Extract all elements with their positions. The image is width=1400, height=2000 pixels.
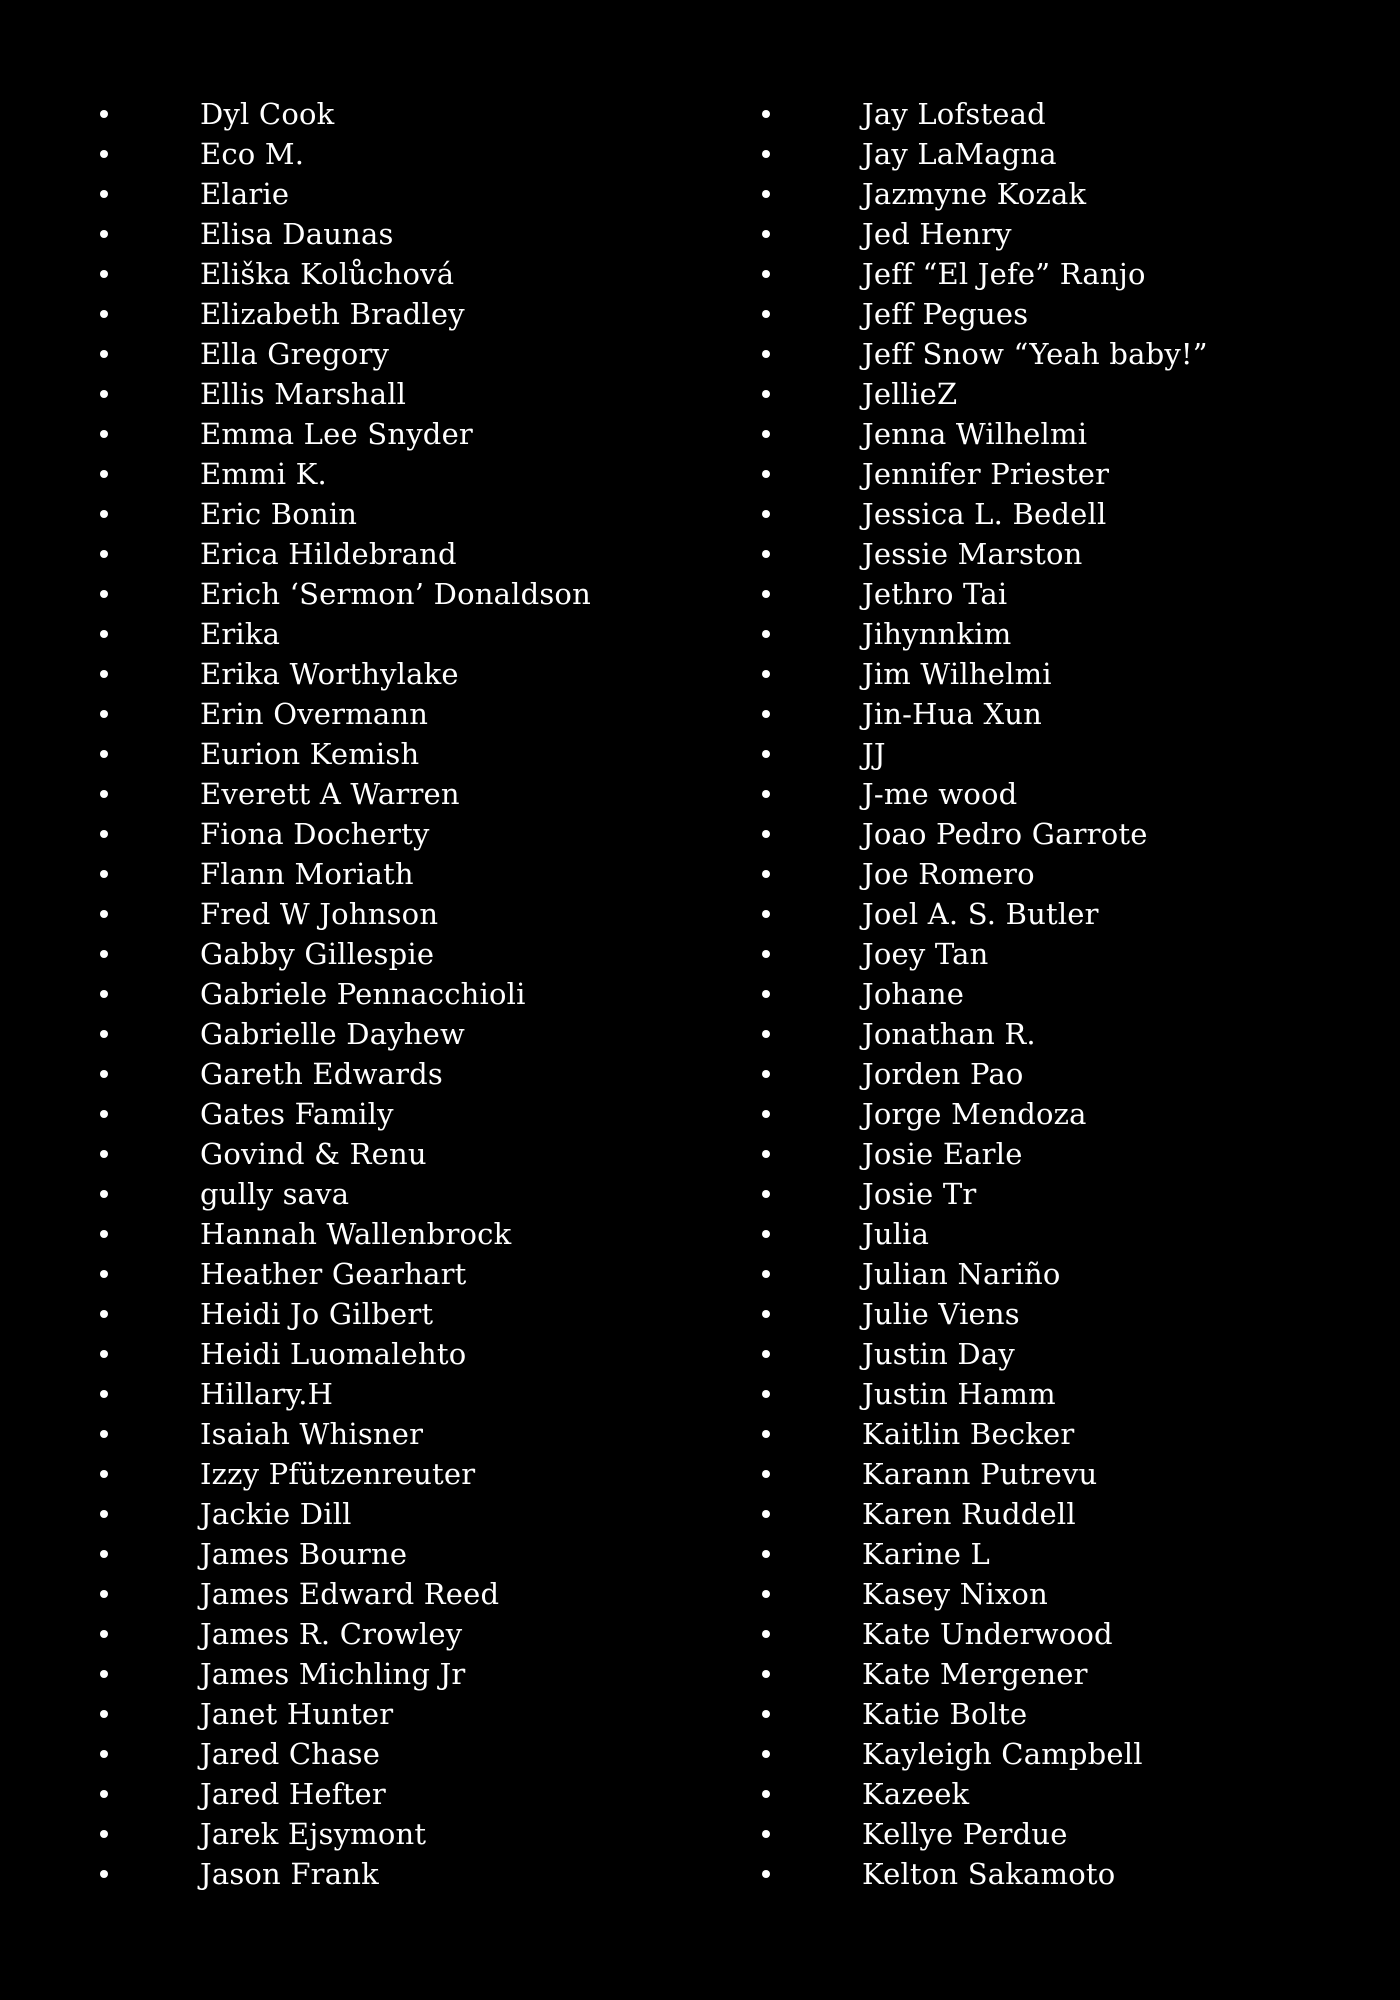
bullet-icon: [760, 1428, 772, 1440]
name-text: Jethro Tai: [862, 577, 1008, 611]
name-text: Jazmyne Kozak: [862, 177, 1087, 211]
bullet-icon: [760, 1388, 772, 1400]
bullet-icon: [760, 908, 772, 920]
name-list-item: [98, 1494, 658, 1534]
bullet-icon: [760, 588, 772, 600]
name-text: Gareth Edwards: [200, 1057, 443, 1091]
bullet-icon: [98, 1108, 110, 1120]
name-text: Eric Bonin: [200, 497, 358, 531]
name-text: Jorge Mendoza: [862, 1097, 1087, 1131]
name-list-item: [760, 294, 1360, 334]
name-list-item: [98, 1534, 658, 1574]
name-text: Karine L: [862, 1537, 991, 1571]
name-text: Kellye Perdue: [862, 1817, 1068, 1851]
name-list-item: [98, 254, 658, 294]
name-list-item: [98, 1774, 658, 1814]
name-list-item: [760, 1014, 1360, 1054]
bullet-icon: [760, 308, 772, 320]
name-list-item: [98, 1734, 658, 1774]
name-list-item: [98, 734, 658, 774]
name-list-item: [760, 1454, 1360, 1494]
name-list-item: [98, 334, 658, 374]
bullet-icon: [98, 1828, 110, 1840]
name-list-item: [98, 574, 658, 614]
name-list-item: [98, 414, 658, 454]
name-list-item: [98, 454, 658, 494]
bullet-icon: [98, 988, 110, 1000]
name-list-item: [98, 1334, 658, 1374]
bullet-icon: [98, 1228, 110, 1240]
bullet-icon: [98, 1468, 110, 1480]
bullet-icon: [760, 1068, 772, 1080]
name-list-item: [760, 534, 1360, 574]
name-text: Erin Overmann: [200, 697, 429, 731]
bullet-icon: [98, 1428, 110, 1440]
bullet-icon: [760, 1628, 772, 1640]
bullet-icon: [98, 948, 110, 960]
name-list-item: [760, 1174, 1360, 1214]
bullet-icon: [98, 1788, 110, 1800]
bullet-icon: [98, 1388, 110, 1400]
name-text: Ellis Marshall: [200, 377, 407, 411]
name-text: Jenna Wilhelmi: [862, 417, 1088, 451]
name-text: Kaitlin Becker: [862, 1417, 1075, 1451]
bullet-icon: [760, 228, 772, 240]
name-list-item: [760, 614, 1360, 654]
name-list-item: [760, 494, 1360, 534]
name-list-item: [98, 1614, 658, 1654]
name-list-item: [98, 1214, 658, 1254]
name-text: Joey Tan: [862, 937, 989, 971]
name-list-item: [760, 1774, 1360, 1814]
bullet-icon: [98, 828, 110, 840]
name-text: Jeff “El Jefe” Ranjo: [862, 257, 1146, 291]
name-text: Josie Earle: [862, 1137, 1023, 1171]
bullet-icon: [98, 1748, 110, 1760]
name-text: Joel A. S. Butler: [862, 897, 1099, 931]
name-list-item: [760, 1054, 1360, 1094]
name-text: Govind & Renu: [200, 1137, 427, 1171]
name-text: Eliška Kolůchová: [200, 257, 455, 291]
bullet-icon: [760, 1028, 772, 1040]
name-text: Fiona Docherty: [200, 817, 430, 851]
bullet-icon: [760, 148, 772, 160]
name-text: Eurion Kemish: [200, 737, 420, 771]
name-text: Dyl Cook: [200, 97, 335, 131]
name-list-item: [760, 1694, 1360, 1734]
name-list-item: [760, 334, 1360, 374]
name-list-item: [760, 94, 1360, 134]
name-list-item: [760, 1534, 1360, 1574]
name-list-item: [760, 574, 1360, 614]
bullet-icon: [98, 1588, 110, 1600]
bullet-icon: [760, 508, 772, 520]
bullet-icon: [98, 708, 110, 720]
bullet-icon: [98, 228, 110, 240]
bullet-icon: [760, 1868, 772, 1880]
names-column-left: [98, 94, 658, 1894]
name-list-item: [760, 174, 1360, 214]
name-list-item: [98, 854, 658, 894]
name-list-item: [760, 1374, 1360, 1414]
bullet-icon: [98, 1068, 110, 1080]
name-list-item: [760, 894, 1360, 934]
name-list-item: [760, 1334, 1360, 1374]
name-list-item: [760, 414, 1360, 454]
name-text: Erika Worthylake: [200, 657, 459, 691]
name-list-item: [760, 1574, 1360, 1614]
name-list-item: [98, 1174, 658, 1214]
name-text: Fred W Johnson: [200, 897, 439, 931]
name-list-item: [760, 694, 1360, 734]
name-text: Eco M.: [200, 137, 305, 171]
name-text: Kelton Sakamoto: [862, 1857, 1116, 1891]
name-text: Kayleigh Campbell: [862, 1737, 1143, 1771]
bullet-icon: [760, 868, 772, 880]
bullet-icon: [98, 1508, 110, 1520]
name-text: Kasey Nixon: [862, 1577, 1048, 1611]
name-list-item: [98, 1854, 658, 1894]
bullet-icon: [98, 1268, 110, 1280]
name-text: James Bourne: [200, 1537, 408, 1571]
bullet-icon: [98, 1628, 110, 1640]
bullet-icon: [760, 748, 772, 760]
name-list-item: [98, 814, 658, 854]
name-text: Jed Henry: [862, 217, 1012, 251]
name-text: Emma Lee Snyder: [200, 417, 473, 451]
name-text: Erich ‘Sermon’ Donaldson: [200, 577, 591, 611]
bullet-icon: [760, 1108, 772, 1120]
bullet-icon: [760, 1348, 772, 1360]
bullet-icon: [98, 348, 110, 360]
name-list-item: [98, 374, 658, 414]
name-text: Jeff Snow “Yeah baby!”: [862, 337, 1208, 371]
name-text: Jihynnkim: [862, 617, 1012, 651]
name-list-item: [760, 1854, 1360, 1894]
name-text: Josie Tr: [862, 1177, 977, 1211]
name-list-item: [98, 1414, 658, 1454]
bullet-icon: [98, 108, 110, 120]
name-list-item: [98, 94, 658, 134]
bullet-icon: [98, 428, 110, 440]
name-list-item: [760, 774, 1360, 814]
name-list-item: [98, 654, 658, 694]
name-text: Kate Underwood: [862, 1617, 1113, 1651]
name-text: Everett A Warren: [200, 777, 460, 811]
bullet-icon: [760, 1268, 772, 1280]
name-text: Elizabeth Bradley: [200, 297, 465, 331]
name-text: Julie Viens: [862, 1297, 1020, 1331]
name-list-item: [760, 134, 1360, 174]
bullet-icon: [760, 1148, 772, 1160]
name-text: Gabrielle Dayhew: [200, 1017, 466, 1051]
bullet-icon: [760, 788, 772, 800]
name-text: Karann Putrevu: [862, 1457, 1098, 1491]
name-list-item: [98, 1294, 658, 1334]
bullet-icon: [98, 1148, 110, 1160]
name-text: Jin-Hua Xun: [862, 697, 1043, 731]
name-list-item: [98, 1054, 658, 1094]
name-list-item: [760, 814, 1360, 854]
name-list-item: [760, 1134, 1360, 1174]
name-text: Jay LaMagna: [862, 137, 1057, 171]
name-text: Kate Mergener: [862, 1657, 1088, 1691]
bullet-icon: [760, 1228, 772, 1240]
name-list-item: [98, 494, 658, 534]
name-text: Jarek Ejsymont: [200, 1817, 427, 1851]
name-text: Jay Lofstead: [862, 97, 1046, 131]
bullet-icon: [760, 1588, 772, 1600]
name-text: Jason Frank: [200, 1857, 379, 1891]
bullet-icon: [760, 468, 772, 480]
name-list-item: [98, 1814, 658, 1854]
bullet-icon: [760, 348, 772, 360]
bullet-icon: [760, 1548, 772, 1560]
name-text: Joe Romero: [862, 857, 1035, 891]
bullet-icon: [760, 428, 772, 440]
bullet-icon: [98, 508, 110, 520]
name-text: Hannah Wallenbrock: [200, 1217, 512, 1251]
name-list-item: [760, 854, 1360, 894]
bullet-icon: [98, 908, 110, 920]
name-text: Gates Family: [200, 1097, 394, 1131]
bullet-icon: [98, 1668, 110, 1680]
bullet-icon: [760, 268, 772, 280]
bullet-icon: [760, 988, 772, 1000]
name-list-item: [760, 1494, 1360, 1534]
name-list-item: [98, 1134, 658, 1174]
name-text: Emmi K.: [200, 457, 327, 491]
bullet-icon: [98, 668, 110, 680]
name-list-item: [760, 1734, 1360, 1774]
name-list-item: [98, 1254, 658, 1294]
bullet-icon: [760, 1708, 772, 1720]
name-text: Justin Hamm: [862, 1377, 1056, 1411]
name-list-item: [760, 1654, 1360, 1694]
name-list-item: [760, 1414, 1360, 1454]
name-list-item: [760, 734, 1360, 774]
name-text: Ella Gregory: [200, 337, 390, 371]
name-text: Erika: [200, 617, 281, 651]
bullet-icon: [98, 1548, 110, 1560]
name-list-item: [98, 614, 658, 654]
name-text: Julia: [862, 1217, 930, 1251]
name-text: Jim Wilhelmi: [862, 657, 1052, 691]
name-text: Janet Hunter: [200, 1697, 394, 1731]
name-list-item: [98, 1654, 658, 1694]
bullet-icon: [98, 868, 110, 880]
names-column-right: [760, 94, 1360, 1894]
bullet-icon: [760, 1748, 772, 1760]
bullet-icon: [760, 1828, 772, 1840]
bullet-icon: [98, 748, 110, 760]
name-list-item: [98, 134, 658, 174]
name-list-item: [760, 1614, 1360, 1654]
name-text: Jorden Pao: [862, 1057, 1024, 1091]
name-list-item: [98, 934, 658, 974]
name-text: Kazeek: [862, 1777, 970, 1811]
name-text: gully sava: [200, 1177, 350, 1211]
name-list-item: [760, 934, 1360, 974]
bullet-icon: [98, 1708, 110, 1720]
name-text: Katie Bolte: [862, 1697, 1028, 1731]
bullet-icon: [98, 1308, 110, 1320]
bullet-icon: [98, 1348, 110, 1360]
name-list-item: [98, 1094, 658, 1134]
bullet-icon: [98, 1028, 110, 1040]
bullet-icon: [98, 188, 110, 200]
name-text: Jared Hefter: [200, 1777, 386, 1811]
name-text: Isaiah Whisner: [200, 1417, 424, 1451]
bullet-icon: [760, 388, 772, 400]
name-list-item: [760, 454, 1360, 494]
bullet-icon: [98, 548, 110, 560]
name-list-item: [760, 1254, 1360, 1294]
name-text: J-me wood: [862, 777, 1018, 811]
bullet-icon: [760, 1308, 772, 1320]
name-list-item: [98, 774, 658, 814]
name-text: Elisa Daunas: [200, 217, 394, 251]
name-text: Joao Pedro Garrote: [862, 817, 1148, 851]
name-text: James Edward Reed: [200, 1577, 500, 1611]
name-text: Heather Gearhart: [200, 1257, 467, 1291]
name-list-item: [98, 974, 658, 1014]
name-text: JellieZ: [862, 377, 958, 411]
name-list-item: [760, 1214, 1360, 1254]
name-list-item: [98, 1694, 658, 1734]
name-text: Flann Moriath: [200, 857, 414, 891]
name-list-item: [98, 214, 658, 254]
bullet-icon: [98, 588, 110, 600]
name-text: Karen Ruddell: [862, 1497, 1076, 1531]
name-text: Julian Nariño: [862, 1257, 1061, 1291]
bullet-icon: [98, 148, 110, 160]
bullet-icon: [760, 1788, 772, 1800]
name-list-item: [760, 654, 1360, 694]
name-list-item: [760, 974, 1360, 1014]
name-text: Jessie Marston: [862, 537, 1083, 571]
name-list-item: [98, 1014, 658, 1054]
name-text: Heidi Luomalehto: [200, 1337, 467, 1371]
name-list-item: [760, 214, 1360, 254]
name-list-item: [760, 1814, 1360, 1854]
name-list-item: [98, 294, 658, 334]
name-text: Jackie Dill: [200, 1497, 352, 1531]
bullet-icon: [98, 388, 110, 400]
name-text: Elarie: [200, 177, 290, 211]
bullet-icon: [98, 268, 110, 280]
name-list-item: [760, 1294, 1360, 1334]
name-text: Hillary.H: [200, 1377, 334, 1411]
name-list-item: [98, 1574, 658, 1614]
bullet-icon: [760, 1508, 772, 1520]
name-list-item: [760, 1094, 1360, 1134]
name-list-item: [98, 174, 658, 214]
name-text: Justin Day: [862, 1337, 1015, 1371]
name-list-item: [98, 1454, 658, 1494]
bullet-icon: [760, 668, 772, 680]
bullet-icon: [98, 308, 110, 320]
bullet-icon: [98, 1188, 110, 1200]
name-text: Johane: [862, 977, 965, 1011]
bullet-icon: [760, 1668, 772, 1680]
name-text: Heidi Jo Gilbert: [200, 1297, 434, 1331]
bullet-icon: [98, 788, 110, 800]
name-text: Gabriele Pennacchioli: [200, 977, 526, 1011]
bullet-icon: [760, 548, 772, 560]
name-list-item: [760, 374, 1360, 414]
bullet-icon: [760, 1188, 772, 1200]
name-text: James Michling Jr: [200, 1657, 466, 1691]
name-text: Jeff Pegues: [862, 297, 1029, 331]
name-text: Izzy Pfützenreuter: [200, 1457, 476, 1491]
bullet-icon: [760, 628, 772, 640]
bullet-icon: [760, 708, 772, 720]
name-text: Gabby Gillespie: [200, 937, 435, 971]
name-list-item: [760, 254, 1360, 294]
bullet-icon: [760, 1468, 772, 1480]
name-text: Jennifer Priester: [862, 457, 1110, 491]
name-text: Jonathan R.: [862, 1017, 1036, 1051]
name-text: JJ: [862, 737, 886, 771]
bullet-icon: [760, 188, 772, 200]
name-text: Jared Chase: [200, 1737, 381, 1771]
bullet-icon: [760, 948, 772, 960]
bullet-icon: [98, 1868, 110, 1880]
name-list-item: [98, 694, 658, 734]
bullet-icon: [760, 828, 772, 840]
name-text: James R. Crowley: [200, 1617, 463, 1651]
bullet-icon: [98, 468, 110, 480]
bullet-icon: [760, 108, 772, 120]
name-text: Jessica L. Bedell: [862, 497, 1107, 531]
name-list-item: [98, 894, 658, 934]
bullet-icon: [98, 628, 110, 640]
name-list-item: [98, 534, 658, 574]
name-text: Erica Hildebrand: [200, 537, 457, 571]
name-list-item: [98, 1374, 658, 1414]
